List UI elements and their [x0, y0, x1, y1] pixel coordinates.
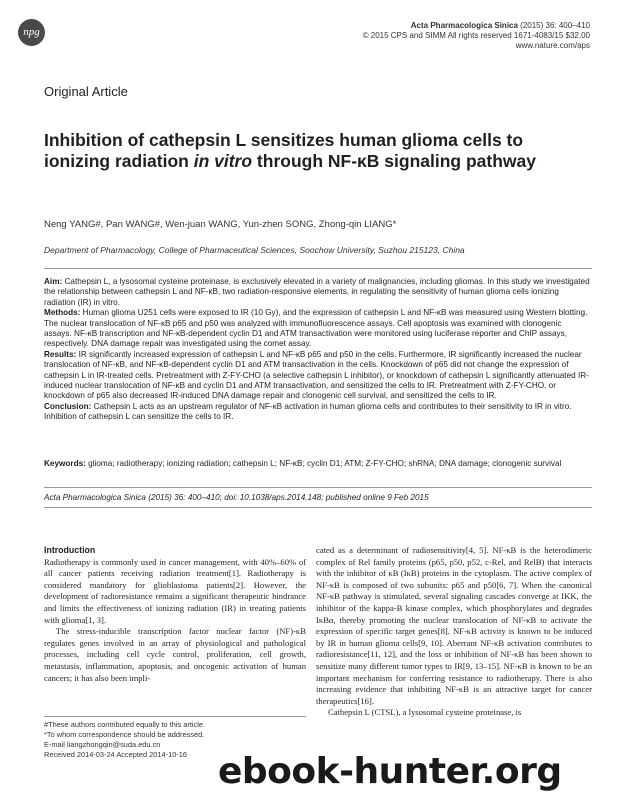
- intro-paragraph-2: The stress-inducible transcription factor nuclear factor (NF)-κB regulates genes involved in an array of physiological and pathological processes, including cell cycle control, proliferation, cell growth, metastasis, inflammation, apoptosis, and oncogenic activation of human cancers; it has also been impli-: [44, 626, 306, 683]
- divider: [44, 268, 592, 269]
- results-text: IR significantly increased expression of cathepsin L and NF-κB p65 and p50 in the cells. Furthermore, IR significantly increased the nuclear translocation of NF-κB, and NF-κB-dependent cyclin D1 and ATM transactivation in the cells. Knockdown of p65 did not change the expression of cathepsin L in IR-treated cells. Pretreatment with Z-FY-CHO (a selective cathepsin L inhibitor), or knockdown of cathepsin L significantly attenuated IR-induced nuclear translocation of NF-κB and cyclin D1 and ATM transactivation, and sensitized the cells to IR. Pretreatment with Z-FY-CHO, or knockdown of p65 also decreased IR-induced DNA damage repair and clonogenic cell survival, and sensitized the cells to IR.: [44, 349, 589, 401]
- aim-label: Aim:: [44, 277, 63, 286]
- affiliation: Department of Pharmacology, College of Pharmaceutical Sciences, Soochow University, Suzhou 215123, China: [44, 245, 465, 255]
- footnote-correspondence: *To whom correspondence should be addressed.: [44, 730, 205, 739]
- section-heading-introduction: Introduction: [44, 545, 96, 555]
- footnote-email[interactable]: E-mail liangzhongqin@suda.edu.cn: [44, 740, 161, 749]
- npg-logo: npg: [18, 19, 45, 46]
- methods-text: Human glioma U251 cells were exposed to IR (10 Gy), and the expression of cathepsin L and NF-κB was measured using Western blotting. The nuclear translocation of NF-κB p65 and p50 was analyzed with immunofluorescence assays. Cell apoptosis was examined with clonogenic assays. NF-κB transcription and NF-κB-dependent cyclin D1 and ATM transactivation were monitored using luciferase reporter and ChIP assays, respectively. DNA damage repair was investigated using the comet assay.: [44, 308, 588, 349]
- intro-paragraph-4: Cathepsin L (CTSL), a lysosomal cysteine proteinase, is: [328, 707, 522, 718]
- journal-header-line: [120, 21, 590, 31]
- divider: [44, 507, 592, 508]
- keywords-text: glioma; radiotherapy; ionizing radiation; cathepsin L; NF-κB; cyclin D1; ATM; Z-FY-CHO; shRNA; DNA damage; clonogenic survival: [85, 459, 562, 468]
- keywords-label: Keywords:: [44, 459, 86, 468]
- citation-line: Acta Pharmacologica Sinica (2015) 36: 400–410; doi: 10.1038/aps.2014.148; published online 9 Feb 2015: [44, 493, 429, 502]
- results-label: Results:: [44, 349, 77, 359]
- footnote-equal-contribution: #These authors contributed equally to this article.: [44, 720, 206, 729]
- watermark: ebook-hunter.org: [218, 751, 562, 792]
- journal-volume: (2015) 36: 400–410: [517, 21, 590, 30]
- title-italic-text: in vitro: [193, 151, 253, 171]
- abstract-methods: [44, 308, 590, 350]
- abstract-conclusion: [44, 402, 590, 423]
- title-text: Inhibition of cathepsin L sensitizes human glioma cells to ionizing radiation: [44, 130, 524, 171]
- article-title: [44, 130, 584, 172]
- abstract: [44, 277, 590, 423]
- conclusion-label: Conclusion:: [44, 401, 92, 411]
- keywords: [44, 459, 590, 470]
- intro-paragraph-3: cated as a determinant of radiosensitivity[4, 5]. NF-κB is the heterodimeric complex of Rel family proteins (p65, p50, p52, c-Rel, and RelB) that interacts with the inhibitor of κB (IκB) proteins in the cytoplasm. The active complex of NF-κB is composed of two subunits: p65 and p50[6, 7]. When the canonical NF-κB pathway is stimulated, several signaling cascades converge at IKK, the inhibitor of the kappa-B kinase complex, which phosphorylates and degrades IκBα, thereby promoting the nuclear translocation of NF-κB to activate the expression of specific target genes[8]. NF-κB activity is known to be induced by IR in human glioma cells[9, 10]. Aberrant NF-κB activation contributes to radioresistance[11, 12], and the loss or inhibition of NF-κB has been shown to sensitize many different tumor types to IR[9, 13–15]. NF-κB is known to be an important mechanism for conferring resistance to radiotherapy. There is also increasing evidence that inhibiting NF-κB is an attractive target for cancer therapeutics[16].: [316, 545, 592, 706]
- aim-text: Cathepsin L, a lysosomal cysteine proteinase, is exclusively elevated in a variety of malignancies, including gliomas. In this study we investigated the relationship between cathepsin L and NF-κB, two radiation-responsive elements, in regulating the sensitivity of human glioma cells ionizing radiation (IR) in vitro.: [44, 277, 590, 307]
- article-type-label: Original Article: [44, 84, 128, 99]
- footnote-divider: [44, 716, 306, 717]
- abstract-aim: [44, 277, 590, 308]
- journal-name: Acta Pharmacologica Sinica: [410, 21, 518, 30]
- title-text-end: through NF-κB signaling pathway: [252, 151, 536, 171]
- abstract-results: [44, 350, 590, 402]
- divider: [44, 487, 592, 488]
- journal-url[interactable]: www.nature.com/aps: [515, 41, 590, 50]
- left-column: [44, 545, 306, 684]
- right-column: [316, 545, 592, 719]
- methods-label: Methods:: [44, 308, 81, 318]
- copyright-line: © 2015 CPS and SIMM All rights reserved 1671-4083/15 $32.00: [362, 31, 590, 40]
- intro-paragraph-1: Radiotherapy is commonly used in cancer management, with 40%–60% of all cancer patients receiving radiation treatment[1]. Radiotherapy is considered mandatory for glioblastoma patients[2]. However, the development of radioresistance remains a significant therapeutic hindrance and limits the effectiveness of ionizing radiation (IR) in treating patients with glioma[1, 3].: [44, 556, 306, 625]
- author-list: Neng YANG#, Pan WANG#, Wen-juan WANG, Yun-zhen SONG, Zhong-qin LIANG*: [44, 219, 397, 230]
- footnote-received: Received 2014-03-24 Accepted 2014-10-16: [44, 750, 187, 759]
- conclusion-text: Cathepsin L acts as an upstream regulator of NF-κB activation in human glioma cells and contributes to their sensitivity to IR in vitro. Inhibition of cathepsin L can sensitize the cells to IR.: [44, 401, 572, 422]
